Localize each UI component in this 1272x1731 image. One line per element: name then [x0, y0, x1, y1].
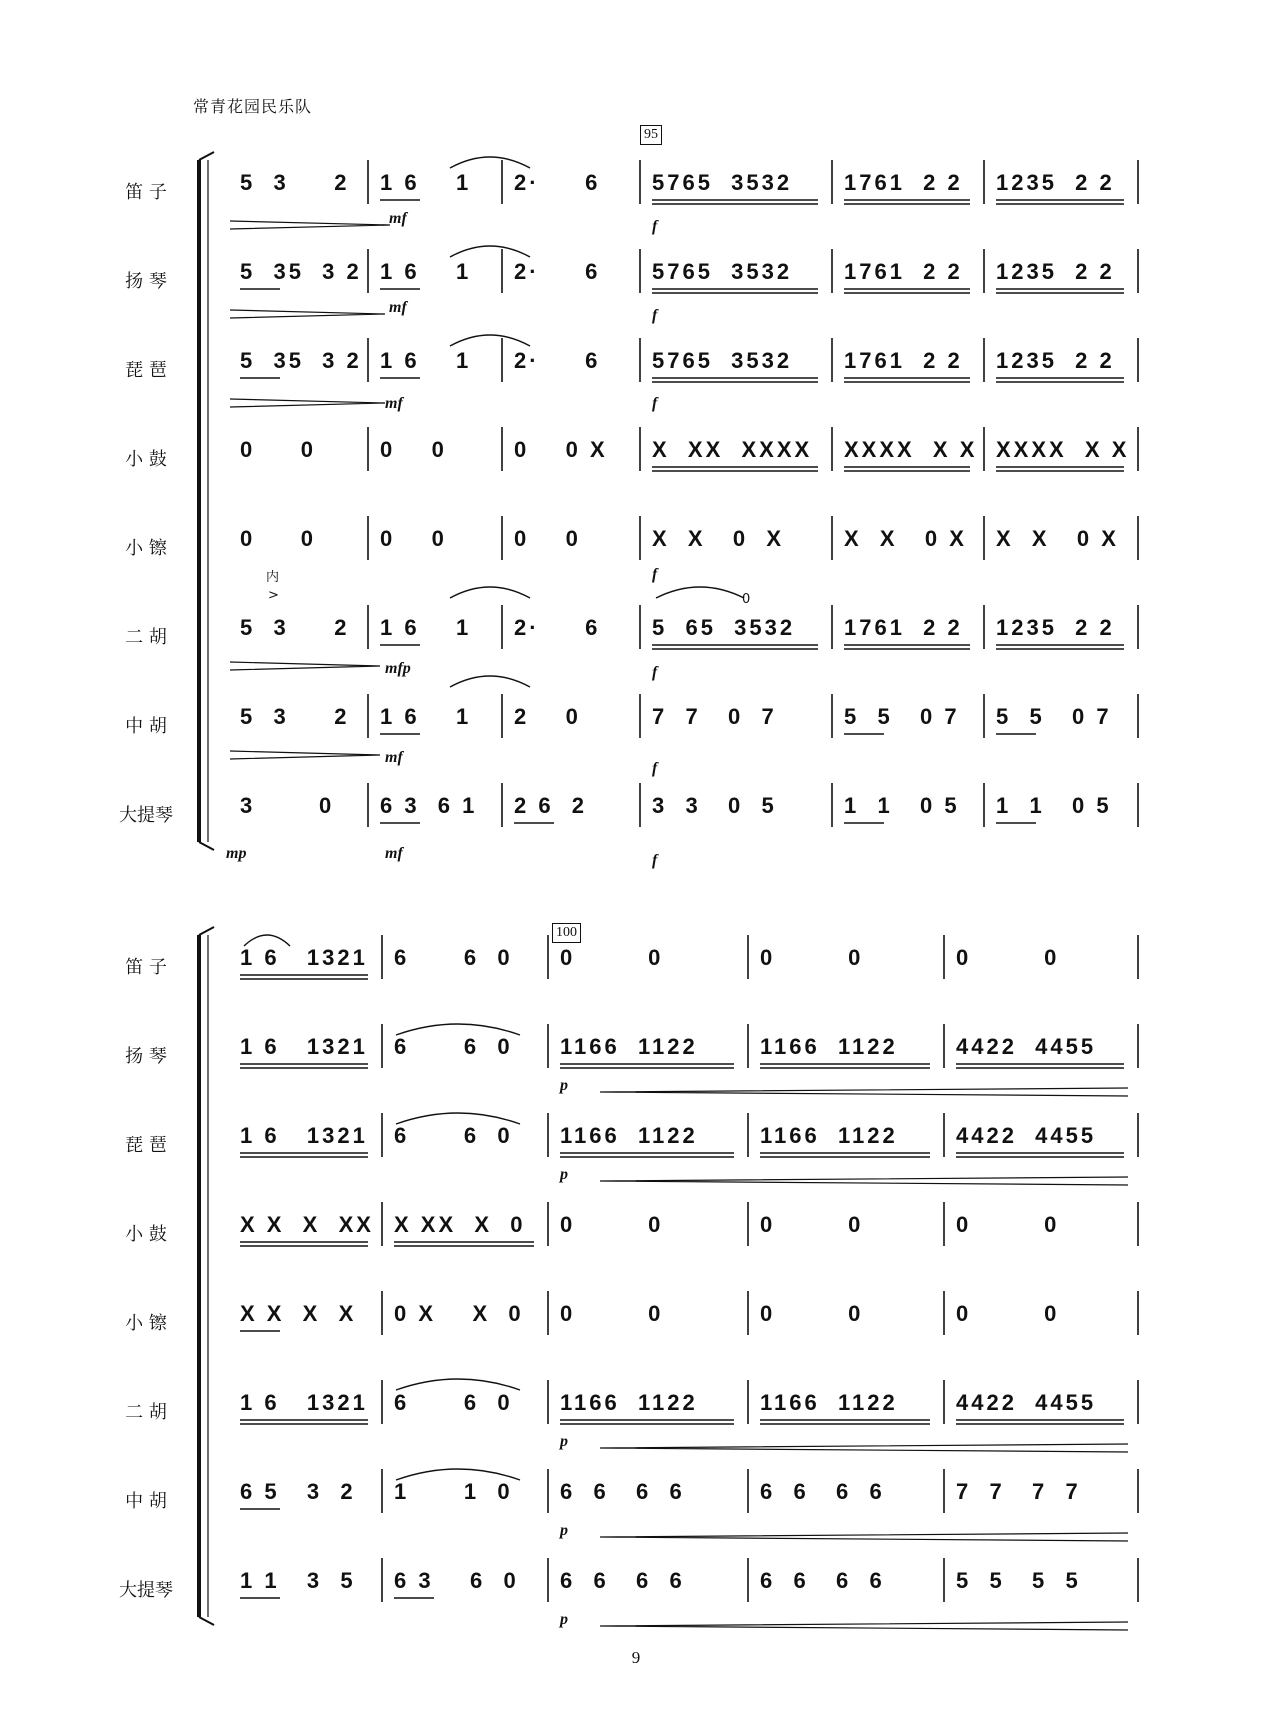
open-string-mark: 0 [742, 592, 751, 607]
measure-notation: 1166 1122 [760, 1123, 898, 1148]
measure-notation: 0 0 [956, 945, 1060, 970]
instrument-label-yangqin-2: 扬 琴 [125, 1046, 167, 1067]
measure-notation: 6 3 6 1 [380, 793, 478, 818]
dynamic-f: f [652, 566, 658, 583]
measure-notation: 1 6 1321 [240, 945, 368, 970]
measure-notation: 6 6 0 [394, 945, 513, 970]
crescendo-hairpin [600, 1533, 1128, 1541]
dynamic-mp: mp [226, 845, 247, 862]
crescendo-hairpin [600, 1622, 1128, 1630]
accent-mark: > [268, 588, 279, 603]
measure-notation: 1166 1122 [560, 1390, 698, 1415]
bracket-hook-top [199, 927, 214, 935]
measure-notation: 5 3 2 [240, 615, 350, 640]
dynamic-f: f [652, 852, 658, 869]
measure-notation: 1761 2 2 [844, 615, 963, 640]
decrescendo-hairpin [230, 221, 390, 229]
measure-notation: 1761 2 2 [844, 348, 963, 373]
dynamic-f: f [652, 395, 658, 412]
measure-notation: 0 0 [560, 1212, 664, 1237]
measure-notation: 1 6 1 [380, 348, 472, 373]
measure-notation: 1 6 1 [380, 259, 472, 284]
measure-notation: X X 0 X [652, 526, 785, 551]
measure-notation: 3 3 0 5 [652, 793, 777, 818]
instrument-label-cello: 大提琴 [119, 805, 173, 826]
dynamic-f: f [652, 218, 658, 235]
dynamic-mf: mf [385, 749, 403, 766]
instrument-label-erhu: 二 胡 [125, 627, 167, 648]
measure-notation: 5 5 0 7 [996, 704, 1112, 729]
instrument-label-erhu-2: 二 胡 [125, 1402, 167, 1423]
measure-notation: 0 0 [956, 1301, 1060, 1326]
measure-notation: 2· 6 [514, 170, 601, 195]
measure-notation: XXXX X X [844, 437, 978, 462]
measure-notation: 1 6 1321 [240, 1034, 368, 1059]
measure-notation: 6 6 0 [394, 1034, 513, 1059]
dynamic-p: p [560, 1611, 568, 1628]
instrument-label-snare-2: 小 鼓 [125, 1224, 167, 1245]
measure-notation: 5 3 2 [240, 170, 350, 195]
bracket-hook-bottom [199, 1617, 214, 1625]
measure-notation: 6 6 6 6 [760, 1479, 885, 1504]
instrument-label-pipa-2: 琵 琶 [125, 1135, 167, 1156]
crescendo-hairpin [600, 1088, 1128, 1096]
measure-notation: 1761 2 2 [844, 170, 963, 195]
measure-notation: XXXX X X [996, 437, 1130, 462]
bracket-hook-bottom [199, 842, 214, 850]
measure-notation: 0 0 [380, 437, 447, 462]
dynamic-f: f [652, 664, 658, 681]
measure-notation: 5 35 3 2 [240, 259, 362, 284]
measure-notation: 2· 6 [514, 615, 601, 640]
instrument-label-dizi-2: 笛 子 [125, 957, 167, 978]
decrescendo-hairpin [230, 751, 380, 759]
dynamic-f: f [652, 760, 658, 777]
measure-notation: X X 0 X [996, 526, 1119, 551]
measure-notation: 1235 2 2 [996, 348, 1115, 373]
measure-notation: 2 0 [514, 704, 581, 729]
crescendo-hairpin [600, 1177, 1128, 1185]
dynamic-p: p [560, 1166, 568, 1183]
measure-notation: X X 0 X [844, 526, 967, 551]
measure-notation: 6 6 0 [394, 1123, 513, 1148]
measure-notation: X X X X [240, 1301, 357, 1326]
measure-notation: 1 1 0 5 [844, 793, 960, 818]
measure-notation: 0 0 [560, 945, 664, 970]
slur [450, 157, 530, 168]
measure-notation: 5 35 3 2 [240, 348, 362, 373]
instrument-label-snare: 小 鼓 [125, 449, 167, 470]
measure-notation: 5765 3532 [652, 170, 793, 195]
measure-notation: 0 0 [760, 1212, 864, 1237]
measure-notation: 0 0 [760, 945, 864, 970]
instrument-label-cymbal-2: 小 镲 [125, 1313, 167, 1334]
measure-notation: 6 6 6 6 [560, 1568, 685, 1593]
measure-notation: 1 1 0 [394, 1479, 513, 1504]
measure-notation: 1166 1122 [560, 1034, 698, 1059]
measure-notation: 1 6 1 [380, 615, 472, 640]
orchestra-header: 常青花园民乐队 [193, 97, 313, 116]
measure-notation: 0 0 [956, 1212, 1060, 1237]
measure-notation: 1 1 0 5 [996, 793, 1112, 818]
measure-notation: 7 7 0 7 [652, 704, 777, 729]
string-indication: 内 [266, 570, 280, 585]
dynamic-p: p [560, 1433, 568, 1450]
measure-notation: 1166 1122 [760, 1390, 898, 1415]
measure-notation: 6 3 6 0 [394, 1568, 519, 1593]
measure-notation: 5 65 3532 [652, 615, 796, 640]
measure-notation: 2· 6 [514, 259, 601, 284]
measure-notation: 5765 3532 [652, 259, 793, 284]
slur [450, 676, 530, 687]
measure-notation: 1 6 1321 [240, 1123, 368, 1148]
instrument-label-cello-2: 大提琴 [119, 1580, 173, 1601]
dynamic-mfp: mfp [385, 660, 411, 677]
measure-notation: 1235 2 2 [996, 170, 1115, 195]
measure-notation: X X X XX [240, 1212, 374, 1237]
dynamic-mf: mf [385, 395, 403, 412]
measure-notation: 1 6 1 [380, 170, 472, 195]
measure-notation: 1235 2 2 [996, 259, 1115, 284]
slur [450, 335, 530, 346]
page-number: 9 [631, 1648, 641, 1667]
dynamic-p: p [560, 1077, 568, 1094]
slur [450, 246, 530, 257]
slur [656, 587, 744, 598]
dynamic-f: f [652, 307, 658, 324]
dynamic-mf: mf [389, 299, 407, 316]
bracket-hook-top [199, 152, 214, 160]
measure-notation: 1235 2 2 [996, 615, 1115, 640]
instrument-label-dizi: 笛 子 [125, 182, 167, 203]
measure-notation: 7 7 7 7 [956, 1479, 1081, 1504]
measure-notation: X XX XXXX [652, 437, 813, 462]
measure-notation: 2· 6 [514, 348, 601, 373]
measure-notation: 2 6 2 [514, 793, 588, 818]
instrument-label-zhonghu: 中 胡 [125, 716, 167, 737]
measure-notation: 0 0 [514, 526, 581, 551]
measure-notation: 1761 2 2 [844, 259, 963, 284]
measure-notation: 6 6 6 6 [560, 1479, 685, 1504]
rehearsal-mark-95: 95 [640, 125, 662, 145]
measure-notation: 5 5 5 5 [956, 1568, 1081, 1593]
measure-notation: 4422 4455 [956, 1034, 1097, 1059]
measure-notation: 1 1 3 5 [240, 1568, 356, 1593]
measure-notation: 0 0 [240, 526, 317, 551]
measure-notation: 5765 3532 [652, 348, 793, 373]
slur [450, 587, 530, 598]
instrument-label-pipa: 琵 琶 [125, 360, 167, 381]
measure-notation: 6 5 3 2 [240, 1479, 356, 1504]
measure-notation: 0 0 [760, 1301, 864, 1326]
measure-notation: 0 0 [560, 1301, 664, 1326]
measure-notation: 0 0 [240, 437, 317, 462]
measure-notation: 5 3 2 [240, 704, 350, 729]
measure-notation: 1166 1122 [560, 1123, 698, 1148]
measure-notation: 6 6 6 6 [760, 1568, 885, 1593]
measure-notation: 4422 4455 [956, 1123, 1097, 1148]
instrument-label-yangqin: 扬 琴 [125, 271, 167, 292]
dynamic-p: p [560, 1522, 568, 1539]
measure-notation: 5 5 0 7 [844, 704, 960, 729]
measure-notation: 0 0 [380, 526, 447, 551]
slur [396, 1379, 520, 1390]
measure-notation: 0 0 X [514, 437, 608, 462]
measure-notation: 1166 1122 [760, 1034, 898, 1059]
crescendo-hairpin [600, 1444, 1128, 1452]
decrescendo-hairpin [230, 310, 385, 318]
dynamic-mf: mf [385, 845, 403, 862]
measure-notation: 1 6 1 [380, 704, 472, 729]
measure-notation: X XX X 0 [394, 1212, 526, 1237]
measure-notation: 1 6 1321 [240, 1390, 368, 1415]
measure-notation: 3 0 [240, 793, 335, 818]
measure-notation: 6 6 0 [394, 1390, 513, 1415]
measure-notation: 0 X X 0 [394, 1301, 524, 1326]
decrescendo-hairpin [230, 662, 380, 670]
measure-notation: 4422 4455 [956, 1390, 1097, 1415]
instrument-label-cymbal: 小 镲 [125, 538, 167, 559]
instrument-label-zhonghu-2: 中 胡 [125, 1491, 167, 1512]
dynamic-mf: mf [389, 210, 407, 227]
decrescendo-hairpin [230, 399, 385, 407]
rehearsal-mark-100: 100 [552, 923, 581, 943]
